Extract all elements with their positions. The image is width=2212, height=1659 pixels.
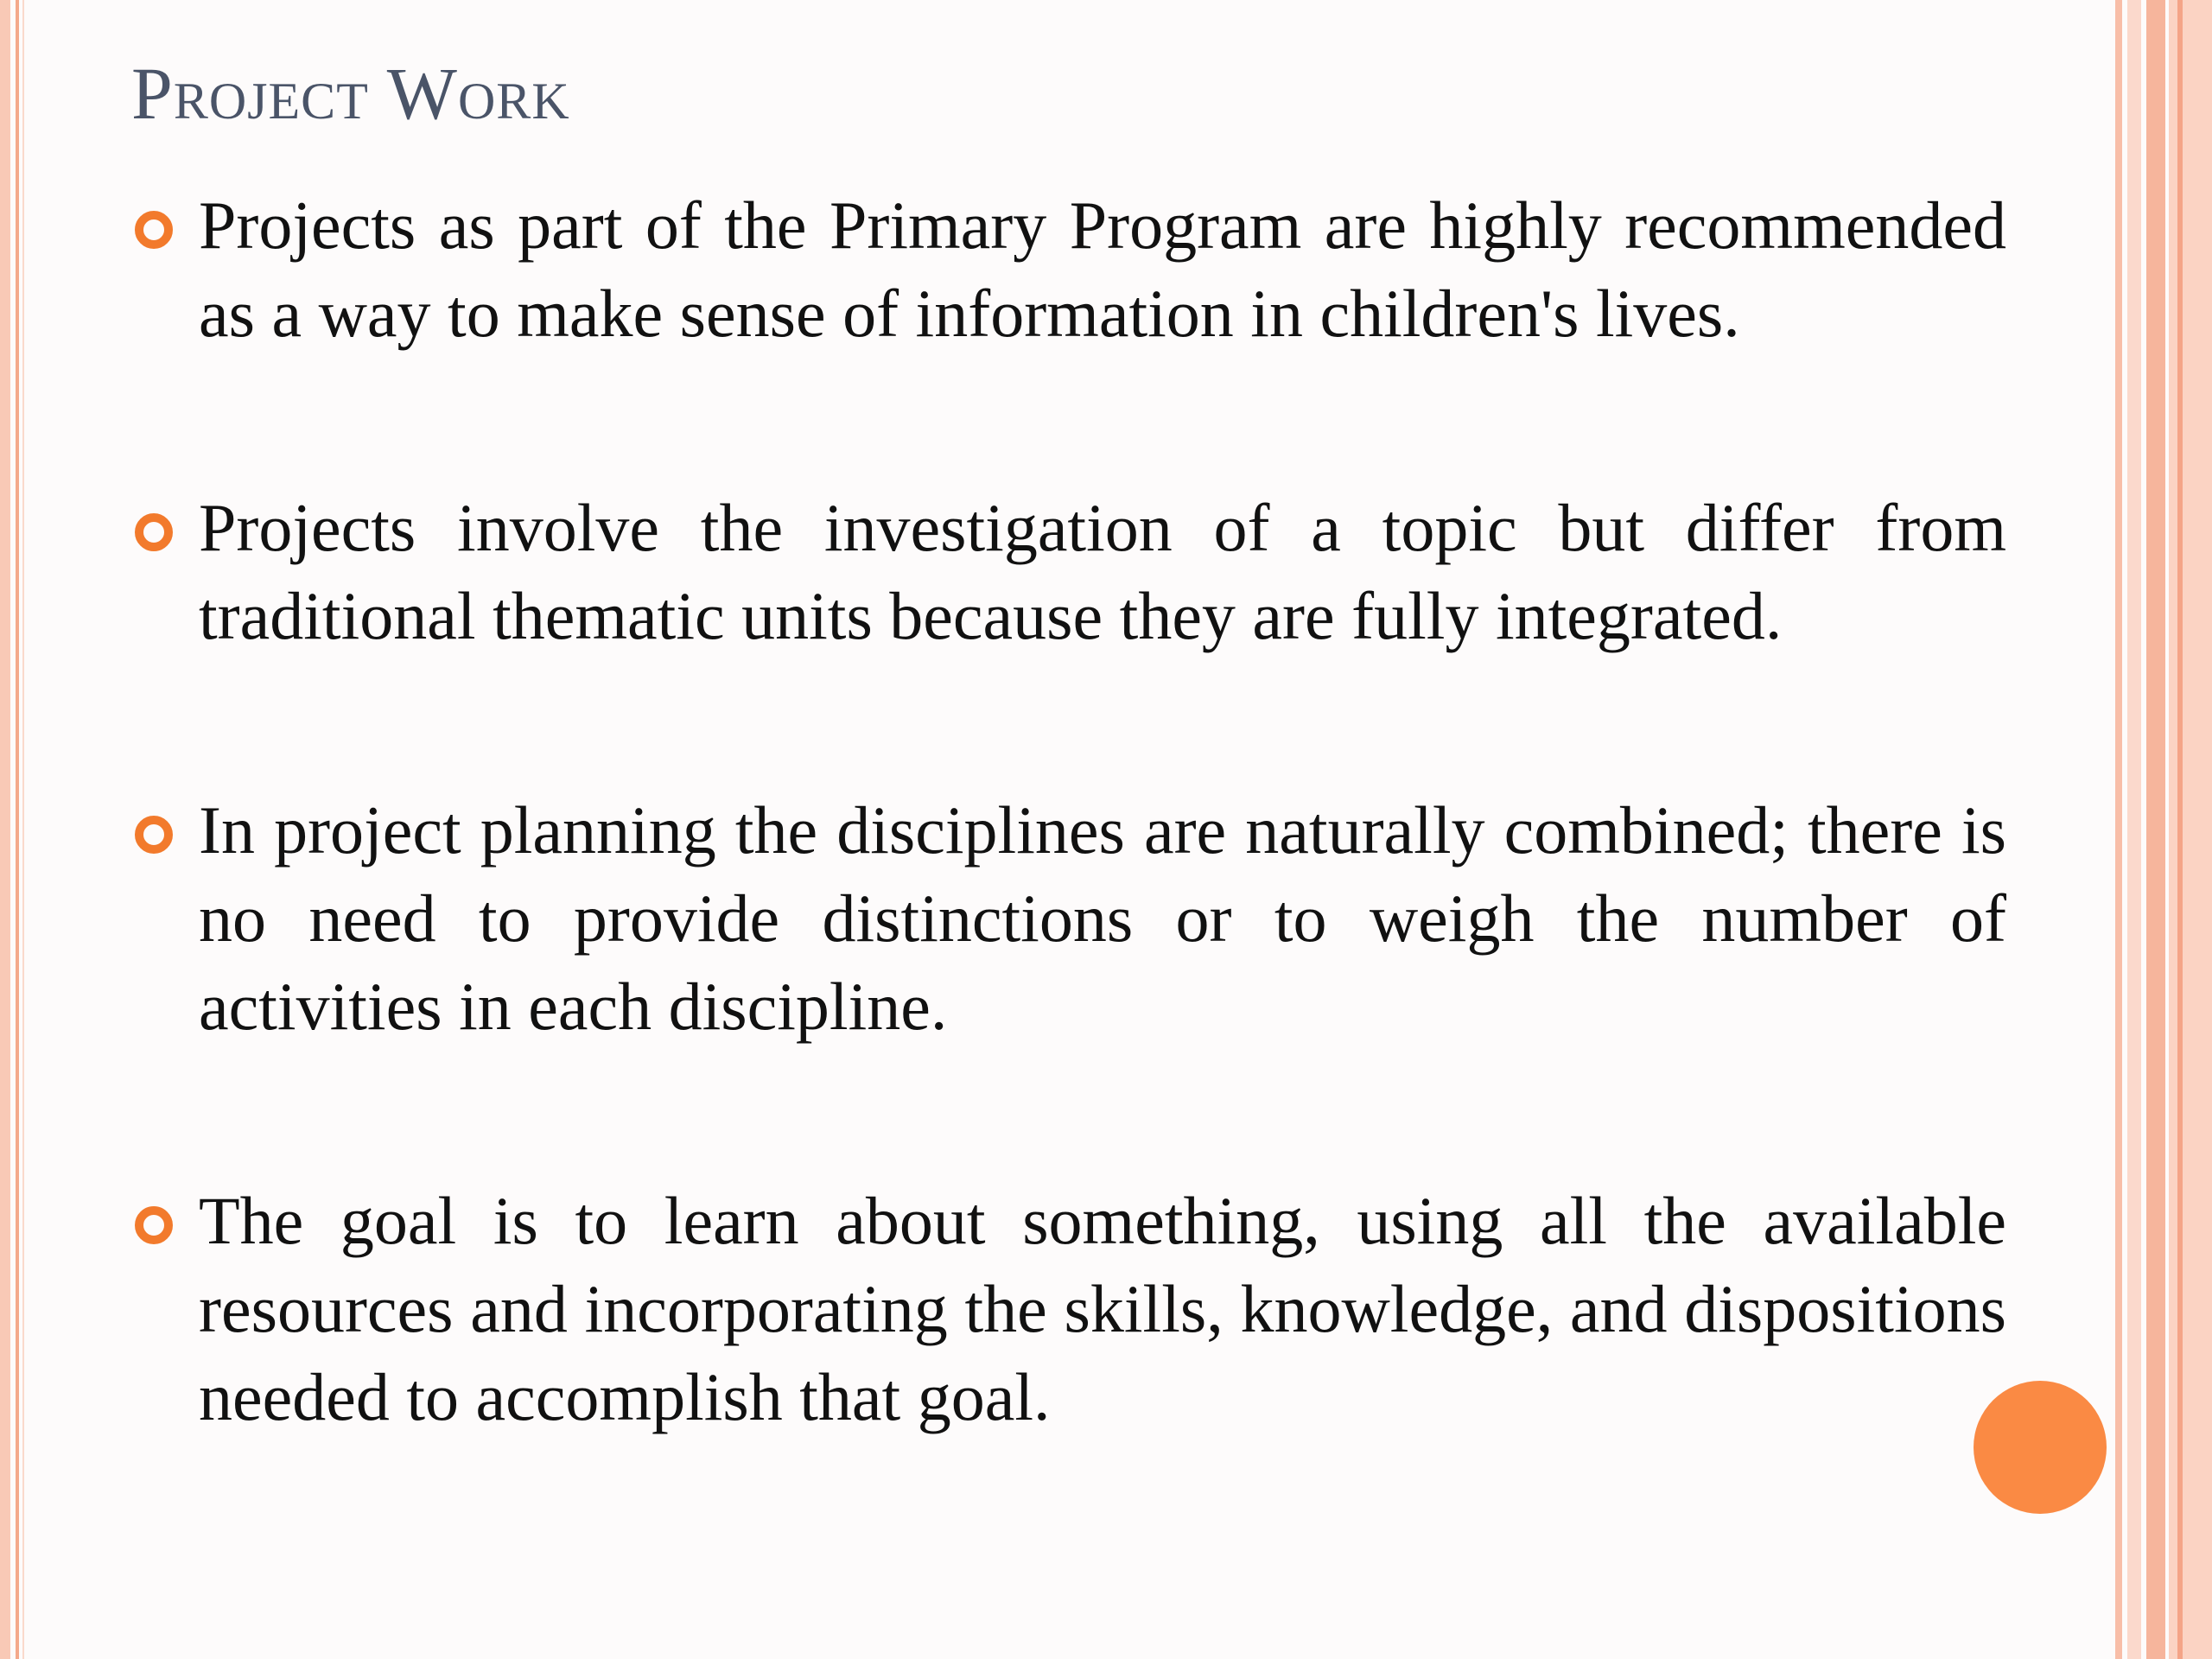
bullet-text: Projects involve the investigation of a topic but differ from traditional thematic units because they are fully integrated. — [199, 490, 2006, 653]
bullet-text: In project planning the disciplines are naturally combined; there is no need to provide distinctions or to weigh the number of activities in each discipline. — [199, 792, 2006, 1044]
right-border-stripe — [2169, 0, 2212, 1659]
right-border-stripe — [2127, 0, 2141, 1659]
bullet-list — [131, 181, 2006, 1567]
right-border-stripe — [2115, 0, 2122, 1659]
circle-bullet-icon — [135, 211, 173, 249]
right-border-stripe — [2146, 0, 2165, 1659]
circle-bullet-icon — [135, 1206, 173, 1244]
bullet-item — [131, 181, 2006, 358]
bullet-item — [131, 786, 2006, 1051]
bullet-text: Projects as part of the Primary Program are highly recommended as a way to make sense of information in children's lives. — [199, 188, 2006, 351]
decorative-circle — [1974, 1381, 2107, 1514]
bullet-text: The goal is to learn about something, using all the available resources and incorporating the skills, knowledge, and dispositions needed to accomplish that goal. — [199, 1183, 2006, 1434]
left-border-stripe — [16, 0, 19, 1659]
bullet-item — [131, 484, 2006, 660]
right-border-stripe — [2177, 0, 2183, 1659]
left-border-stripe — [22, 0, 24, 1659]
left-border-stripe — [0, 0, 10, 1659]
circle-bullet-icon — [135, 513, 173, 551]
circle-bullet-icon — [135, 816, 173, 854]
bullet-item — [131, 1177, 2006, 1441]
slide-title: Project Work — [131, 52, 570, 135]
